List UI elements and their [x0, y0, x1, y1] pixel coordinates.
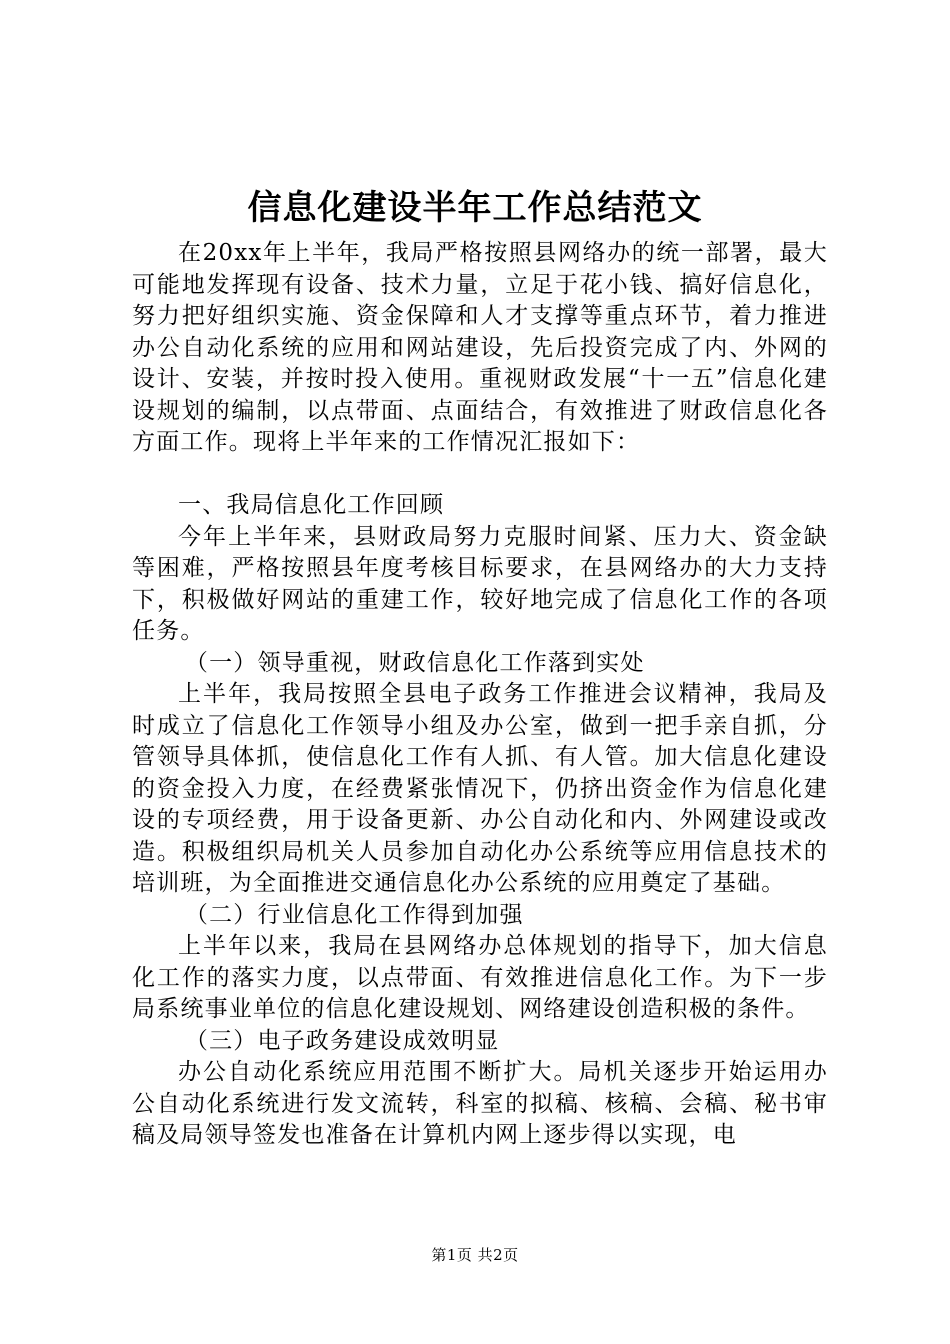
subsection-egov-paragraph: 办公自动化系统应用范围不断扩大。局机关逐步开始运用办公自动化系统进行发文流转，科室的拟稿、核稿、会稿、秘书审稿及局领导签发也准备在计算机内网上逐步得以实现，电 [132, 1059, 828, 1148]
intro-paragraph: 在20xx年上半年，我局严格按照县网络办的统一部署，最大可能地发挥现有设备、技术力量，立足于花小钱、搞好信息化，努力把好组织实施、资金保障和人才支撑等重点环节，着力推进办公自动化系统的应用和网站建设，先后投资完成了内、外网的设计、安装，并按时投入使用。重视财政发展“十一五”信息化建设规划的编制，以点带面、点面结合，有效推进了财政信息化各方面工作。现将上半年来的工作情况汇报如下： [132, 240, 828, 455]
subsection-heading-leadership: （一）领导重视，财政信息化工作落到实处 [184, 649, 645, 676]
subsection-heading-industry: （二）行业信息化工作得到加强 [184, 901, 524, 928]
subsection-industry-paragraph: 上半年以来，我局在县网络办总体规划的指导下，加大信息化工作的落实力度，以点带面、有效推进信息化工作。为下一步局系统事业单位的信息化建设规划、网络建设创造积极的条件。 [132, 933, 828, 1022]
page-footer: 第1页 共2页 [431, 1246, 519, 1264]
subsection-leadership-paragraph: 上半年，我局按照全县电子政务工作推进会议精神，我局及时成立了信息化工作领导小组及办公室，做到一把手亲自抓，分管领导具体抓，使信息化工作有人抓、有人管。加大信息化建设的资金投入力度，在经费紧张情况下，仍挤出资金作为信息化建设的专项经费，用于设备更新、办公自动化和内、外网建设或改造。积极组织局机关人员参加自动化办公系统等应用信息技术的培训班，为全面推进交通信息化办公系统的应用奠定了基础。 [132, 681, 828, 896]
subsection-heading-egov: （三）电子政务建设成效明显 [184, 1027, 500, 1054]
section-heading-review: 一、我局信息化工作回顾 [178, 492, 445, 518]
section-review-paragraph: 今年上半年来，县财政局努力克服时间紧、压力大、资金缺等困难，严格按照县年度考核目标要求，在县网络办的大力支持下，积极做好网站的重建工作，较好地完成了信息化工作的各项任务。 [132, 523, 828, 644]
document-body [132, 238, 828, 1152]
paragraph-spacer [132, 459, 828, 491]
document-title: 信息化建设半年工作总结范文 [247, 188, 703, 228]
